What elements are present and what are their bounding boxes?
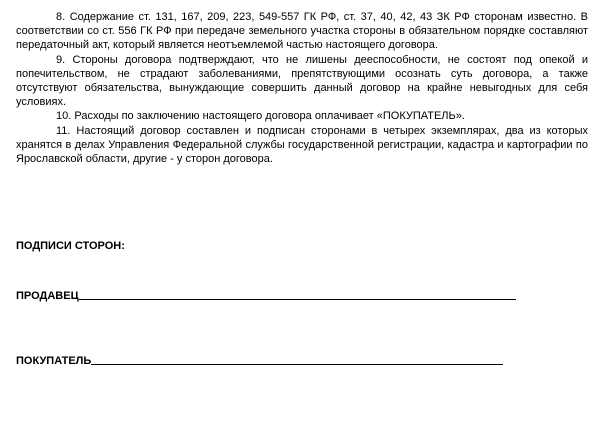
seller-label: ПРОДАВЕЦ — [16, 290, 79, 302]
buyer-signature-blank — [91, 353, 503, 365]
buyer-label: ПОКУПАТЕЛЬ — [16, 355, 92, 367]
clause-text: Содержание ст. 131, 167, 209, 223, 549-557 ГК РФ, ст. 37, 40, 42, 43 ЗК РФ сторонам известно. В соответствии со ст. 556 ГК РФ при передаче земельного участка стороны в обязательном порядке составляют передаточный акт, который является неотъемлемой частью настоящего договора. — [16, 11, 588, 52]
contract-text — [16, 10, 588, 166]
clause-number: 11. — [56, 124, 71, 137]
clause-number: 8. — [56, 11, 66, 23]
clause-text: Настоящий договор составлен и подписан сторонами в четырех экземплярах, два из которых хранятся в делах Управления Федеральной службы государственной регистрации, кадастра и картографии по Ярославской области, другие - у сторон договора. — [16, 124, 588, 166]
clause-text: Стороны договора подтверждают, что не лишены дееспособности, не состоят под опекой и попечительством, не страдают заболеваниями, препятствующими осознать суть договора, а также отсутствуют обязательства, вынуждающие совершить данный договор на крайне невыгодных для себя условиях. — [16, 53, 589, 109]
buyer-signature-line — [16, 353, 503, 367]
signatures-heading: ПОДПИСИ СТОРОН: — [16, 240, 125, 252]
clause-number: 9. — [56, 53, 66, 66]
clause-8 — [16, 10, 588, 53]
clause-11 — [16, 124, 588, 167]
seller-signature-line — [16, 288, 516, 302]
clause-number: 10. — [56, 110, 72, 123]
clause-text: Расходы по заключению настоящего договора оплачивает «ПОКУПАТЕЛЬ». — [74, 110, 465, 123]
seller-signature-blank — [79, 288, 516, 300]
clause-9 — [16, 53, 588, 110]
clause-10 — [16, 109, 588, 123]
